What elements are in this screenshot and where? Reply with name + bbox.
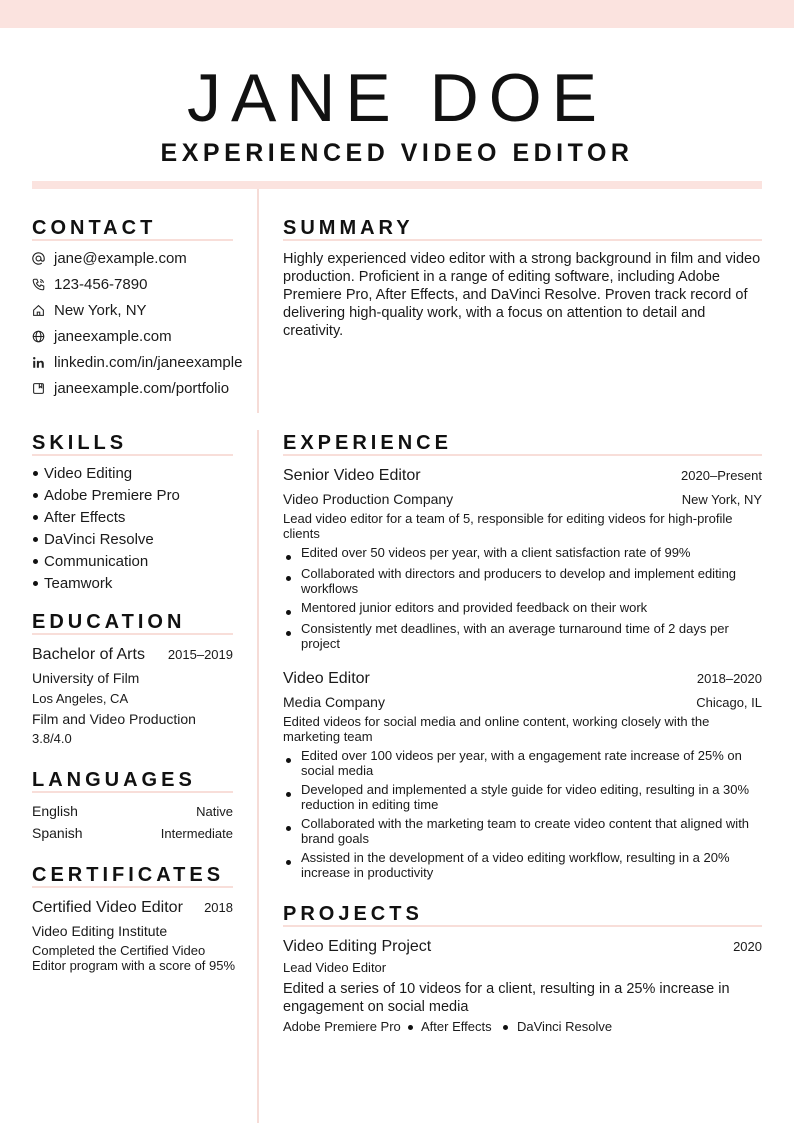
- job-achievement: Developed and implemented a style guide for video editing, resulting in a 30% reduction in editing time: [301, 782, 750, 812]
- project-year: 2020: [733, 939, 762, 954]
- language-name: Spanish: [32, 825, 83, 841]
- job-bullet: [286, 610, 291, 615]
- projects-rule: [283, 925, 762, 927]
- skill-bullet: [33, 537, 38, 542]
- project-description: Edited a series of 10 videos for a client, resulting in a 25% increase in engagement on social media: [283, 981, 730, 1015]
- contact-website[interactable]: janeexample.com: [54, 328, 172, 345]
- skill-bullet: [33, 559, 38, 564]
- contact-email[interactable]: jane@example.com: [54, 250, 187, 267]
- skill-bullet: [33, 493, 38, 498]
- skill-item: Teamwork: [44, 575, 113, 592]
- education-gpa: 3.8/4.0: [32, 731, 72, 746]
- skills-heading: SKILLS: [32, 432, 128, 454]
- project-tool: DaVinci Resolve: [517, 1019, 613, 1034]
- education-location: Los Angeles, CA: [32, 691, 129, 706]
- contact-portfolio[interactable]: janeexample.com/portfolio: [54, 380, 230, 397]
- job-company: Video Production Company: [283, 491, 454, 507]
- contact-location: New York, NY: [54, 302, 147, 319]
- job-title: Senior Video Editor: [283, 467, 421, 484]
- email-icon: [32, 252, 45, 265]
- linkedin-icon: [32, 356, 45, 369]
- column-divider-top: [257, 189, 259, 413]
- job-bullet: [286, 758, 291, 763]
- education-heading: EDUCATION: [32, 611, 186, 633]
- summary-heading: SUMMARY: [283, 217, 414, 239]
- skill-bullet: [33, 581, 38, 586]
- contact-rule: [32, 239, 233, 241]
- job-achievement: Assisted in the development of a video editing workflow, resulting in a 20% increase in productivity: [301, 850, 730, 880]
- contact-phone[interactable]: 123-456-7890: [54, 276, 148, 293]
- skills-rule: [32, 454, 233, 456]
- skill-item: Adobe Premiere Pro: [44, 487, 180, 504]
- certificate-year: 2018: [204, 900, 233, 915]
- contact-linkedin[interactable]: linkedin.com/in/janeexample: [54, 354, 243, 371]
- summary-text: Highly experienced video editor with a strong background in film and video production. Proficient in a range of editing software, including Adobe Premiere Pro, After Effects, and DaVinci Resolve. Proven track record of delivering high-quality work, with a focus on attention to detail and creativity.: [283, 251, 761, 339]
- education-rule: [32, 633, 233, 635]
- header-divider: [32, 181, 762, 189]
- job-achievement: Mentored junior editors and provided feedback on their work: [301, 600, 648, 615]
- skill-bullet: [33, 515, 38, 520]
- languages-rule: [32, 791, 233, 793]
- experience-rule: [283, 454, 762, 456]
- globe-icon: [32, 330, 45, 343]
- skill-item: After Effects: [44, 509, 126, 526]
- skill-item: DaVinci Resolve: [44, 531, 154, 548]
- home-icon: [32, 304, 45, 317]
- phone-icon: [32, 278, 45, 291]
- job-bullet: [286, 555, 291, 560]
- education-field: Film and Video Production: [32, 711, 196, 727]
- candidate-role: EXPERIENCED VIDEO EDITOR: [160, 139, 634, 167]
- project-tool: Adobe Premiere Pro: [283, 1019, 401, 1034]
- job-bullet: [286, 860, 291, 865]
- tool-separator: [408, 1025, 413, 1030]
- project-tool: After Effects: [421, 1019, 492, 1034]
- job-title: Video Editor: [283, 670, 370, 687]
- language-level: Intermediate: [160, 826, 233, 841]
- certificate-issuer: Video Editing Institute: [32, 923, 168, 939]
- job-description: Edited videos for social media and online content, working closely with the marketing team: [283, 714, 710, 744]
- language-level: Native: [196, 804, 233, 819]
- job-bullet: [286, 792, 291, 797]
- language-name: English: [32, 803, 78, 819]
- job-bullet: [286, 826, 291, 831]
- certificate-description: Completed the Certified Video Editor program with a score of 95%: [32, 943, 236, 973]
- job-dates: 2018–2020: [696, 671, 762, 686]
- contact-heading: CONTACT: [32, 217, 157, 239]
- tool-separator: [503, 1025, 508, 1030]
- job-location: Chicago, IL: [696, 695, 762, 710]
- job-dates: 2020–Present: [681, 468, 762, 483]
- languages-heading: LANGUAGES: [32, 769, 196, 791]
- job-location: New York, NY: [681, 492, 762, 507]
- project-role: Lead Video Editor: [283, 960, 387, 975]
- certificate-name: Certified Video Editor: [32, 899, 183, 916]
- portfolio-icon: [32, 382, 45, 395]
- top-band: [0, 0, 794, 28]
- projects-heading: PROJECTS: [283, 903, 423, 925]
- job-description: Lead video editor for a team of 5, responsible for editing videos for high-profile clients: [283, 511, 733, 541]
- skill-bullet: [33, 471, 38, 476]
- summary-rule: [283, 239, 762, 241]
- experience-heading: EXPERIENCE: [283, 432, 452, 454]
- project-name: Video Editing Project: [283, 938, 432, 955]
- job-achievement: Edited over 50 videos per year, with a client satisfaction rate of 99%: [301, 545, 691, 560]
- job-company: Media Company: [283, 694, 385, 710]
- job-achievement: Collaborated with the marketing team to create video content that aligned with brand goals: [301, 816, 750, 846]
- skill-item: Video Editing: [44, 465, 133, 482]
- skill-item: Communication: [44, 553, 149, 570]
- certificates-heading: CERTIFICATES: [32, 864, 225, 886]
- job-bullet: [286, 576, 291, 581]
- job-bullet: [286, 631, 291, 636]
- job-achievement: Consistently met deadlines, with an average turnaround time of 2 days per project: [301, 621, 729, 651]
- column-divider-bottom: [257, 430, 259, 1123]
- candidate-name: JANE DOE: [186, 60, 608, 136]
- job-achievement: Edited over 100 videos per year, with a engagement rate increase of 25% on social media: [301, 748, 742, 778]
- certificates-rule: [32, 886, 233, 888]
- job-achievement: Collaborated with directors and producers to develop and implement editing workflows: [301, 566, 737, 596]
- education-years: 2015–2019: [167, 647, 233, 662]
- education-school: University of Film: [32, 670, 140, 686]
- education-degree: Bachelor of Arts: [32, 646, 145, 663]
